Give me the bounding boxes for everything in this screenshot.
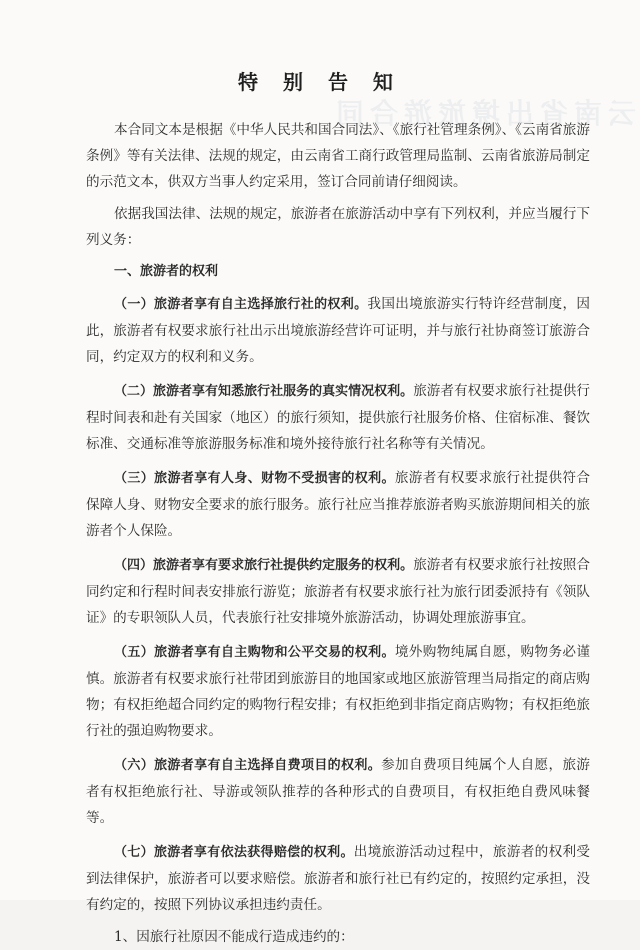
right-lead: （二）旅游者享有知悉旅行社服务的真实情况权利。 (114, 384, 414, 399)
intro-paragraph: 本合同文本是根据《中华人民共和国合同法》、《旅行社管理条例》、《云南省旅游条例》等有关法律、法规的规定，由云南省工商行政管理局监制、云南省旅游局制定的示范文本，供双方当事人约定采用，签订合同前请仔细阅读。 (86, 122, 590, 190)
right-paragraph-3 (86, 465, 590, 544)
right-text: 出境旅游活动过程中，旅游者的权利受到法律保护，旅游者可以要求赔偿。旅游者和旅行社已有约定的，按照约定承担，没有约定的，按照下列协议承担违约责任。 (86, 844, 590, 913)
obligations-intro-paragraph: 依据我国法律、法规的规定，旅游者在旅游活动中享有下列权利，并应当履行下列义务： (86, 206, 590, 248)
watermark-text: 云南省出境旅游合同 (330, 97, 637, 130)
right-text: 我国出境旅游实行特许经营制度，因此，旅游者有权要求旅行社出示出境旅游经营许可证明，并与旅行社协商签订旅游合同，约定双方的权利和义务。 (86, 296, 590, 365)
right-paragraph-1 (86, 291, 590, 370)
right-text: 境外购物纯属自愿，购物务必谨慎。旅游者有权要求旅行社带团到旅游目的地国家或地区旅游管理当局指定的商店购物；有权拒绝超合同约定的购物行程安排；有权拒绝到非指定商店购物；有权拒绝旅行社的强迫购物要求。 (86, 644, 590, 739)
right-text: 旅游者有权要求旅行社提供行程时间表和赴有关国家（地区）的旅行须知，提供旅行社服务价格、住宿标准、餐饮标准、交通标准等旅游服务标准和境外接待旅行社名称等有关情况。 (86, 383, 590, 452)
right-lead: （四）旅游者享有要求旅行社提供约定服务的权利。 (114, 558, 414, 573)
document-title: 特 别 告 知 (238, 70, 402, 94)
right-lead: （三）旅游者享有人身、财物不受损害的权利。 (114, 471, 395, 486)
right-paragraph-4 (86, 552, 590, 631)
right-paragraph-2 (86, 378, 590, 457)
right-lead: （六）旅游者享有自主选择自费项目的权利。 (114, 758, 382, 773)
right-text: 旅游者有权要求旅行社提供符合保障人身、财物安全要求的旅行服务。旅行社应当推荐旅游者购买旅游期间相关的旅游者个人保险。 (86, 470, 590, 539)
document-body (86, 117, 590, 950)
right-paragraph-6 (86, 752, 590, 831)
right-lead: （一）旅游者享有自主选择旅行社的权利。 (114, 297, 368, 312)
right-lead: （七）旅游者享有依法获得赔偿的权利。 (114, 845, 354, 860)
right-paragraph-5 (86, 639, 590, 744)
right-lead: （五）旅游者享有自主购物和公平交易的权利。 (114, 645, 395, 660)
section-heading-rights: 一、旅游者的权利 (114, 264, 219, 279)
right-paragraph-7 (86, 839, 590, 918)
right-text: 参加自费项目纯属个人自愿，旅游者有权拒绝旅行社、导游或领队推荐的各种形式的自费项目，有权拒绝自费风味餐等。 (86, 757, 590, 826)
clause-1-heading: 1、因旅行社原因不能成行造成违约的： (114, 929, 354, 945)
right-text: 旅游者有权要求旅行社按照合同约定和行程时间表安排旅行游览；旅游者有权要求旅行社为旅行团委派持有《领队证》的专职领队人员，代表旅行社安排境外旅游活动，协调处理旅游事宜。 (86, 557, 590, 626)
